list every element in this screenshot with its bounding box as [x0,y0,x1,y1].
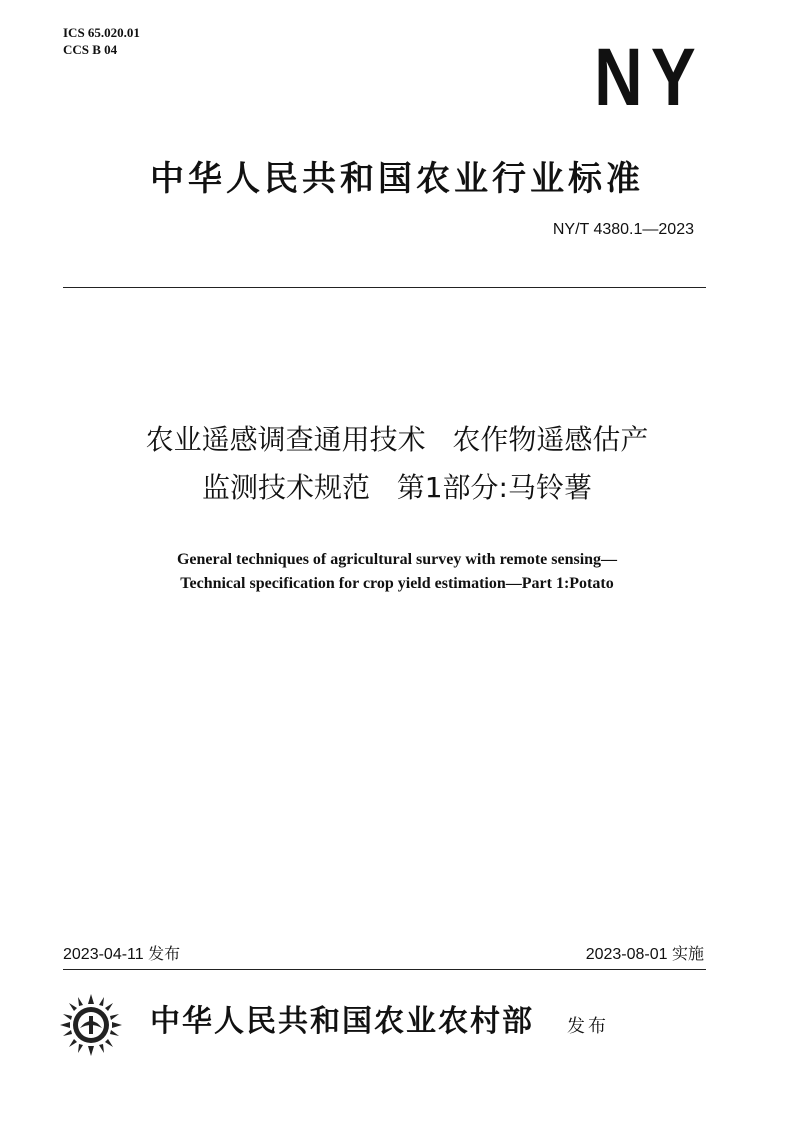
document-title-en-line1: General techniques of agricultural survey with remote sensing— [176,551,618,568]
document-title-zh-line1: 农业遥感调查通用技术 农作物遥感估产 [145,423,649,456]
classification-codes [63,24,140,58]
standard-number: NY/T 4380.1—2023 [552,221,694,238]
standard-category-title: 中华人民共和国农业行业标准 [150,159,644,199]
document-title-zh [0,416,794,512]
document-title-en [0,548,794,596]
header-divider [63,287,706,288]
document-title-en-line2: Technical specification for crop yield estimation—Part 1:Potato [180,575,614,592]
issue-date: 2023-04-11 发布 [63,946,181,963]
ics-code: ICS 65.020.01 [63,25,140,40]
ny-logo: NY [594,32,704,123]
implementation-date: 2023-08-01 实施 [585,946,704,963]
footer-divider [63,969,706,970]
publish-label: 发布 [567,1016,609,1037]
document-title-zh-line2: 监测技术规范 第1部分:马铃薯 [202,471,592,504]
publisher-name: 中华人民共和国农业农村部 [150,1004,534,1039]
ccs-code: CCS B 04 [63,42,118,57]
ministry-emblem-icon [58,992,124,1058]
